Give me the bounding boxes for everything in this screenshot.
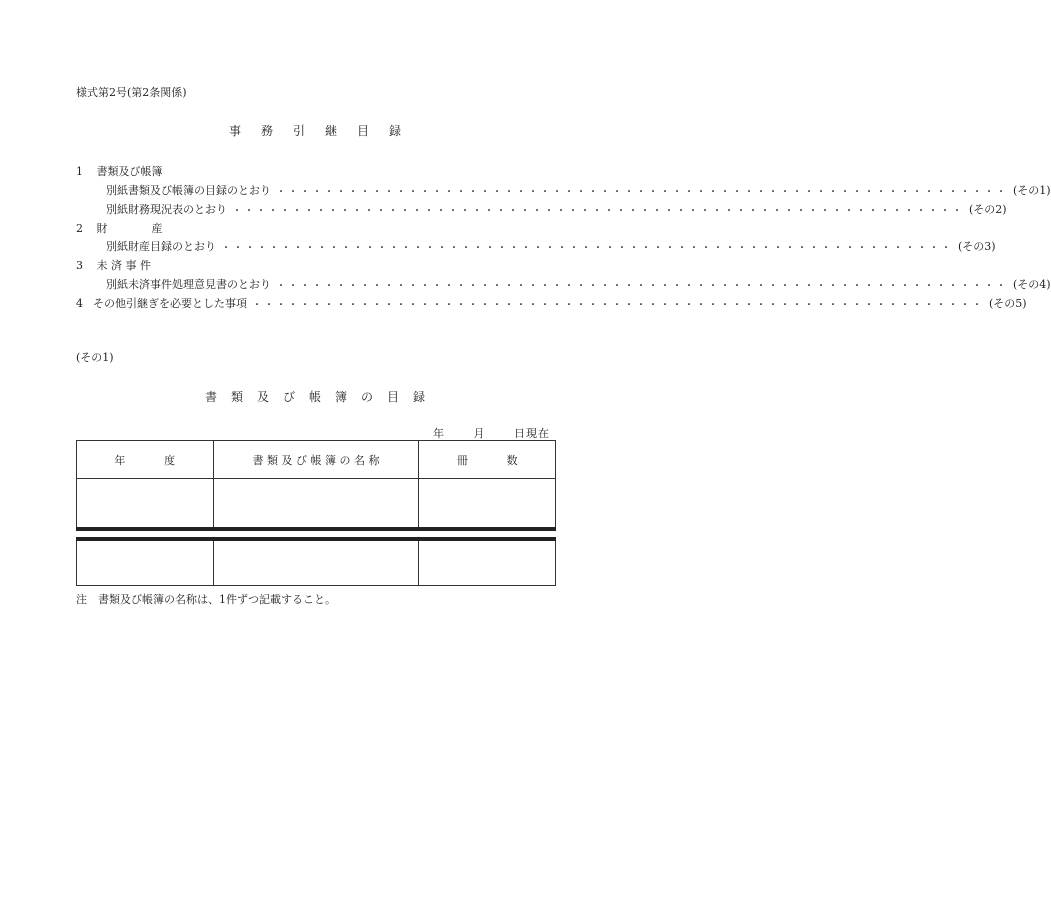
section-3-number: 3: [76, 259, 83, 272]
separator-cell: [77, 529, 556, 539]
table-cell-name[interactable]: [213, 539, 419, 586]
table-cell-count[interactable]: [419, 479, 556, 530]
entry-ref: (その4): [1013, 278, 1051, 291]
column-header-count: [419, 441, 556, 479]
dot-leader: ・・・・・・・・・・・・・・・・・・・・・・・・・・・・・・・・・・・・・・・・・・・・・・・・・・・・・・・・・・・・・: [232, 205, 964, 217]
section-2-heading: [76, 220, 163, 236]
footnote: 注 書類及び帳簿の名称は、1件ずつ記載すること。: [76, 593, 336, 606]
entry-pending-cases: [106, 276, 1051, 292]
as-of-date: [433, 425, 550, 441]
dot-leader: ・・・・・・・・・・・・・・・・・・・・・・・・・・・・・・・・・・・・・・・・・・・・・・・・・・・・・・・・・・・・・: [221, 242, 953, 254]
entry-ref: (その5): [989, 297, 1027, 310]
section-4-number: 4: [76, 296, 83, 310]
entry-text: 別紙財務現況表のとおり: [106, 203, 227, 216]
section-4-heading: [76, 295, 1027, 311]
as-of-day: 日現在: [514, 427, 550, 440]
entry-financial-status: [106, 201, 1007, 217]
books-table: [76, 440, 556, 586]
table-cell-name[interactable]: [213, 479, 419, 530]
dot-leader: ・・・・・・・・・・・・・・・・・・・・・・・・・・・・・・・・・・・・・・・・・・・・・・・・・・・・・・・・・・・・・: [276, 186, 1008, 198]
column-header-name: 書 類 及 び 帳 簿 の 名 称: [213, 441, 419, 479]
column-header-year-part: 度: [164, 453, 176, 467]
form-number: 様式第2号(第2条関係): [76, 86, 187, 99]
section-3-heading: [76, 257, 151, 273]
entry-books-list: [106, 182, 1051, 198]
attachment-title: 書類及び帳簿の目録: [204, 390, 439, 404]
section-1-number: 1: [76, 165, 83, 178]
as-of-month: 月: [473, 427, 486, 440]
entry-ref: (その3): [958, 240, 996, 253]
section-4-title: その他引継ぎを必要とした事項: [93, 297, 247, 310]
entry-property-list: [106, 238, 996, 254]
section-3-title: 未 済 事 件: [96, 259, 151, 272]
section-1-heading: [76, 163, 163, 179]
as-of-year: 年: [433, 427, 445, 440]
table-row: [77, 539, 556, 586]
column-header-year: [77, 441, 214, 479]
table-cell-year[interactable]: [77, 479, 214, 530]
section-2-number: 2: [76, 222, 83, 235]
entry-text: 別紙未済事件処理意見書のとおり: [106, 278, 271, 291]
table-row: [77, 479, 556, 530]
column-header-count-part: 数: [506, 453, 518, 467]
entry-text: 別紙財産目録のとおり: [106, 240, 216, 253]
column-header-count-part: 冊: [456, 453, 468, 467]
dot-leader: ・・・・・・・・・・・・・・・・・・・・・・・・・・・・・・・・・・・・・・・・・・・・・・・・・・・・・・・・・・・・・: [252, 299, 984, 311]
section-1-title: 書類及び帳簿: [96, 165, 163, 178]
table-cell-year[interactable]: [77, 539, 214, 586]
table-cell-count[interactable]: [419, 539, 556, 586]
document-title: 事務引継目録: [228, 124, 421, 138]
entry-ref: (その2): [969, 203, 1007, 216]
entry-text: 別紙書類及び帳簿の目録のとおり: [106, 184, 271, 197]
entry-ref: (その1): [1013, 184, 1051, 197]
column-header-year-part: 年: [114, 453, 126, 467]
table-header-row: [77, 441, 556, 479]
table-break-separator: [77, 529, 556, 539]
attachment-label: (その1): [76, 351, 114, 364]
dot-leader: ・・・・・・・・・・・・・・・・・・・・・・・・・・・・・・・・・・・・・・・・・・・・・・・・・・・・・・・・・・・・・: [276, 280, 1008, 292]
section-2-title: 財 産: [96, 222, 163, 235]
